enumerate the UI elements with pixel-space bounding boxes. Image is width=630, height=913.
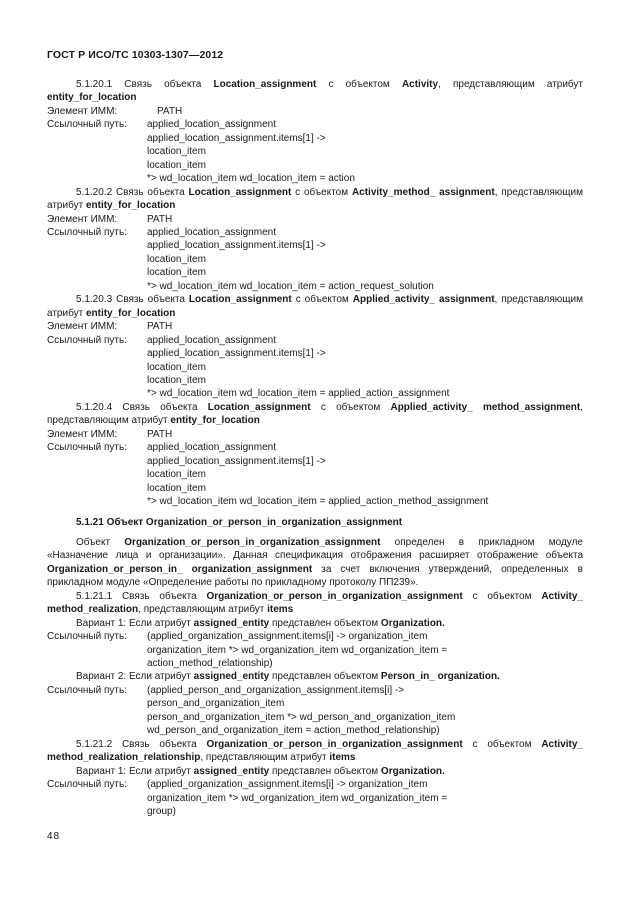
arm-element-row: Элемент ИММ: PATH [47, 105, 183, 117]
reference-path-row: Ссылочный путь: (applied_organization_assignment.items[i] -> organization_item [47, 631, 428, 643]
path-line: *> wd_location_item wd_location_item = applied_action_method_assignment [147, 496, 489, 508]
reference-path-row: Ссылочный путь: applied_location_assignment [47, 119, 276, 131]
clause-5-1-20-1: 5.1.20.1 Связь объекта Location_assignment с объектом Activity, представляющим атрибут entity_for_location [47, 79, 583, 104]
path-line: group) [147, 806, 176, 818]
reference-path-row: Ссылочный путь: applied_location_assignment [47, 226, 276, 238]
reference-path-row: Ссылочный путь: applied_location_assignment [47, 442, 276, 454]
reference-path-row: Ссылочный путь: (applied_person_and_organization_assignment.items[i] -> [47, 684, 405, 696]
variant-1: Вариант 1: Если атрибут assigned_entity представлен объектом Organization. [76, 765, 445, 777]
path-line: location_item [147, 374, 206, 386]
path-line: location_item [147, 469, 206, 481]
page-header: ГОСТ Р ИСО/ТС 10303-1307—2012 [47, 49, 224, 61]
clause-5-1-20-2: 5.1.20.2 Связь объекта Location_assignment с объектом Activity_method_ assignment, представляющим атрибут entity_for_location [47, 186, 583, 212]
path-line: action_method_relationship) [147, 658, 273, 670]
path-line: location_item [147, 253, 206, 265]
variant-1: Вариант 1: Если атрибут assigned_entity представлен объектом Organization. [76, 617, 445, 629]
path-line: organization_item *> wd_organization_item wd_organization_item = [147, 644, 448, 656]
page-body [47, 78, 583, 818]
arm-element-row: Элемент ИММ: PATH [47, 321, 173, 333]
path-line: wd_person_and_organization_item = action_method_relationship) [147, 725, 440, 737]
path-line: applied_location_assignment.items[1] -> [147, 132, 326, 144]
path-line: location_item [147, 267, 206, 279]
path-line: organization_item *> wd_organization_item wd_organization_item = [147, 792, 448, 804]
path-line: location_item [147, 146, 206, 158]
arm-element-row: Элемент ИММ: PATH [47, 213, 173, 225]
path-line: applied_location_assignment.items[1] -> [147, 455, 326, 467]
section-5-1-21-intro: Объект Organization_or_person_in_organization_assignment определен в прикладном модуле «Назначение лица и организации». Данная спецификация отображения расширяет отображение объекта Organization_or_person_in_ organization_assignment за счет включения утверждений, определенных в прикладном модуле «Определение работы по прикладному протоколу ПП239». [47, 536, 583, 589]
clause-5-1-20-4: 5.1.20.4 Связь объекта Location_assignment с объектом Applied_activity_ method_assignment, представляющим атрибут entity_for_location [47, 401, 583, 427]
path-line: location_item [147, 159, 206, 171]
path-line: *> wd_location_item wd_location_item = action [147, 173, 355, 185]
path-line: *> wd_location_item wd_location_item = action_request_solution [147, 280, 434, 292]
section-heading-5-1-21: 5.1.21 Объект Organization_or_person_in_organization_assignment [76, 516, 403, 528]
reference-path-row: Ссылочный путь: (applied_organization_assignment.items[i] -> organization_item [47, 779, 428, 791]
clause-5-1-21-2: 5.1.21.2 Связь объекта Organization_or_person_in_organization_assignment с объектом Activity_ method_realization_relationship, представляющим атрибут items [47, 738, 583, 764]
path-line: location_item [147, 361, 206, 373]
path-line: person_and_organization_item [147, 698, 285, 710]
page-number: 48 [47, 831, 61, 842]
arm-element-row: Элемент ИММ: PATH [47, 428, 173, 440]
path-line: person_and_organization_item *> wd_person_and_organization_item [147, 711, 456, 723]
variant-2: Вариант 2: Если атрибут assigned_entity представлен объектом Person_in_ organization. [76, 671, 500, 683]
path-line: location_item [147, 482, 206, 494]
path-line: applied_location_assignment.items[1] -> [147, 240, 326, 252]
path-line: *> wd_location_item wd_location_item = applied_action_assignment [147, 388, 450, 400]
clause-5-1-20-3: 5.1.20.3 Связь объекта Location_assignment с объектом Applied_activity_ assignment, представляющим атрибут entity_for_location [47, 294, 583, 319]
clause-5-1-21-1: 5.1.21.1 Связь объекта Organization_or_person_in_organization_assignment с объектом Activity_ method_realization, представляющим атрибут items [47, 590, 583, 616]
reference-path-row: Ссылочный путь: applied_location_assignment [47, 334, 276, 346]
path-line: applied_location_assignment.items[1] -> [147, 348, 326, 360]
